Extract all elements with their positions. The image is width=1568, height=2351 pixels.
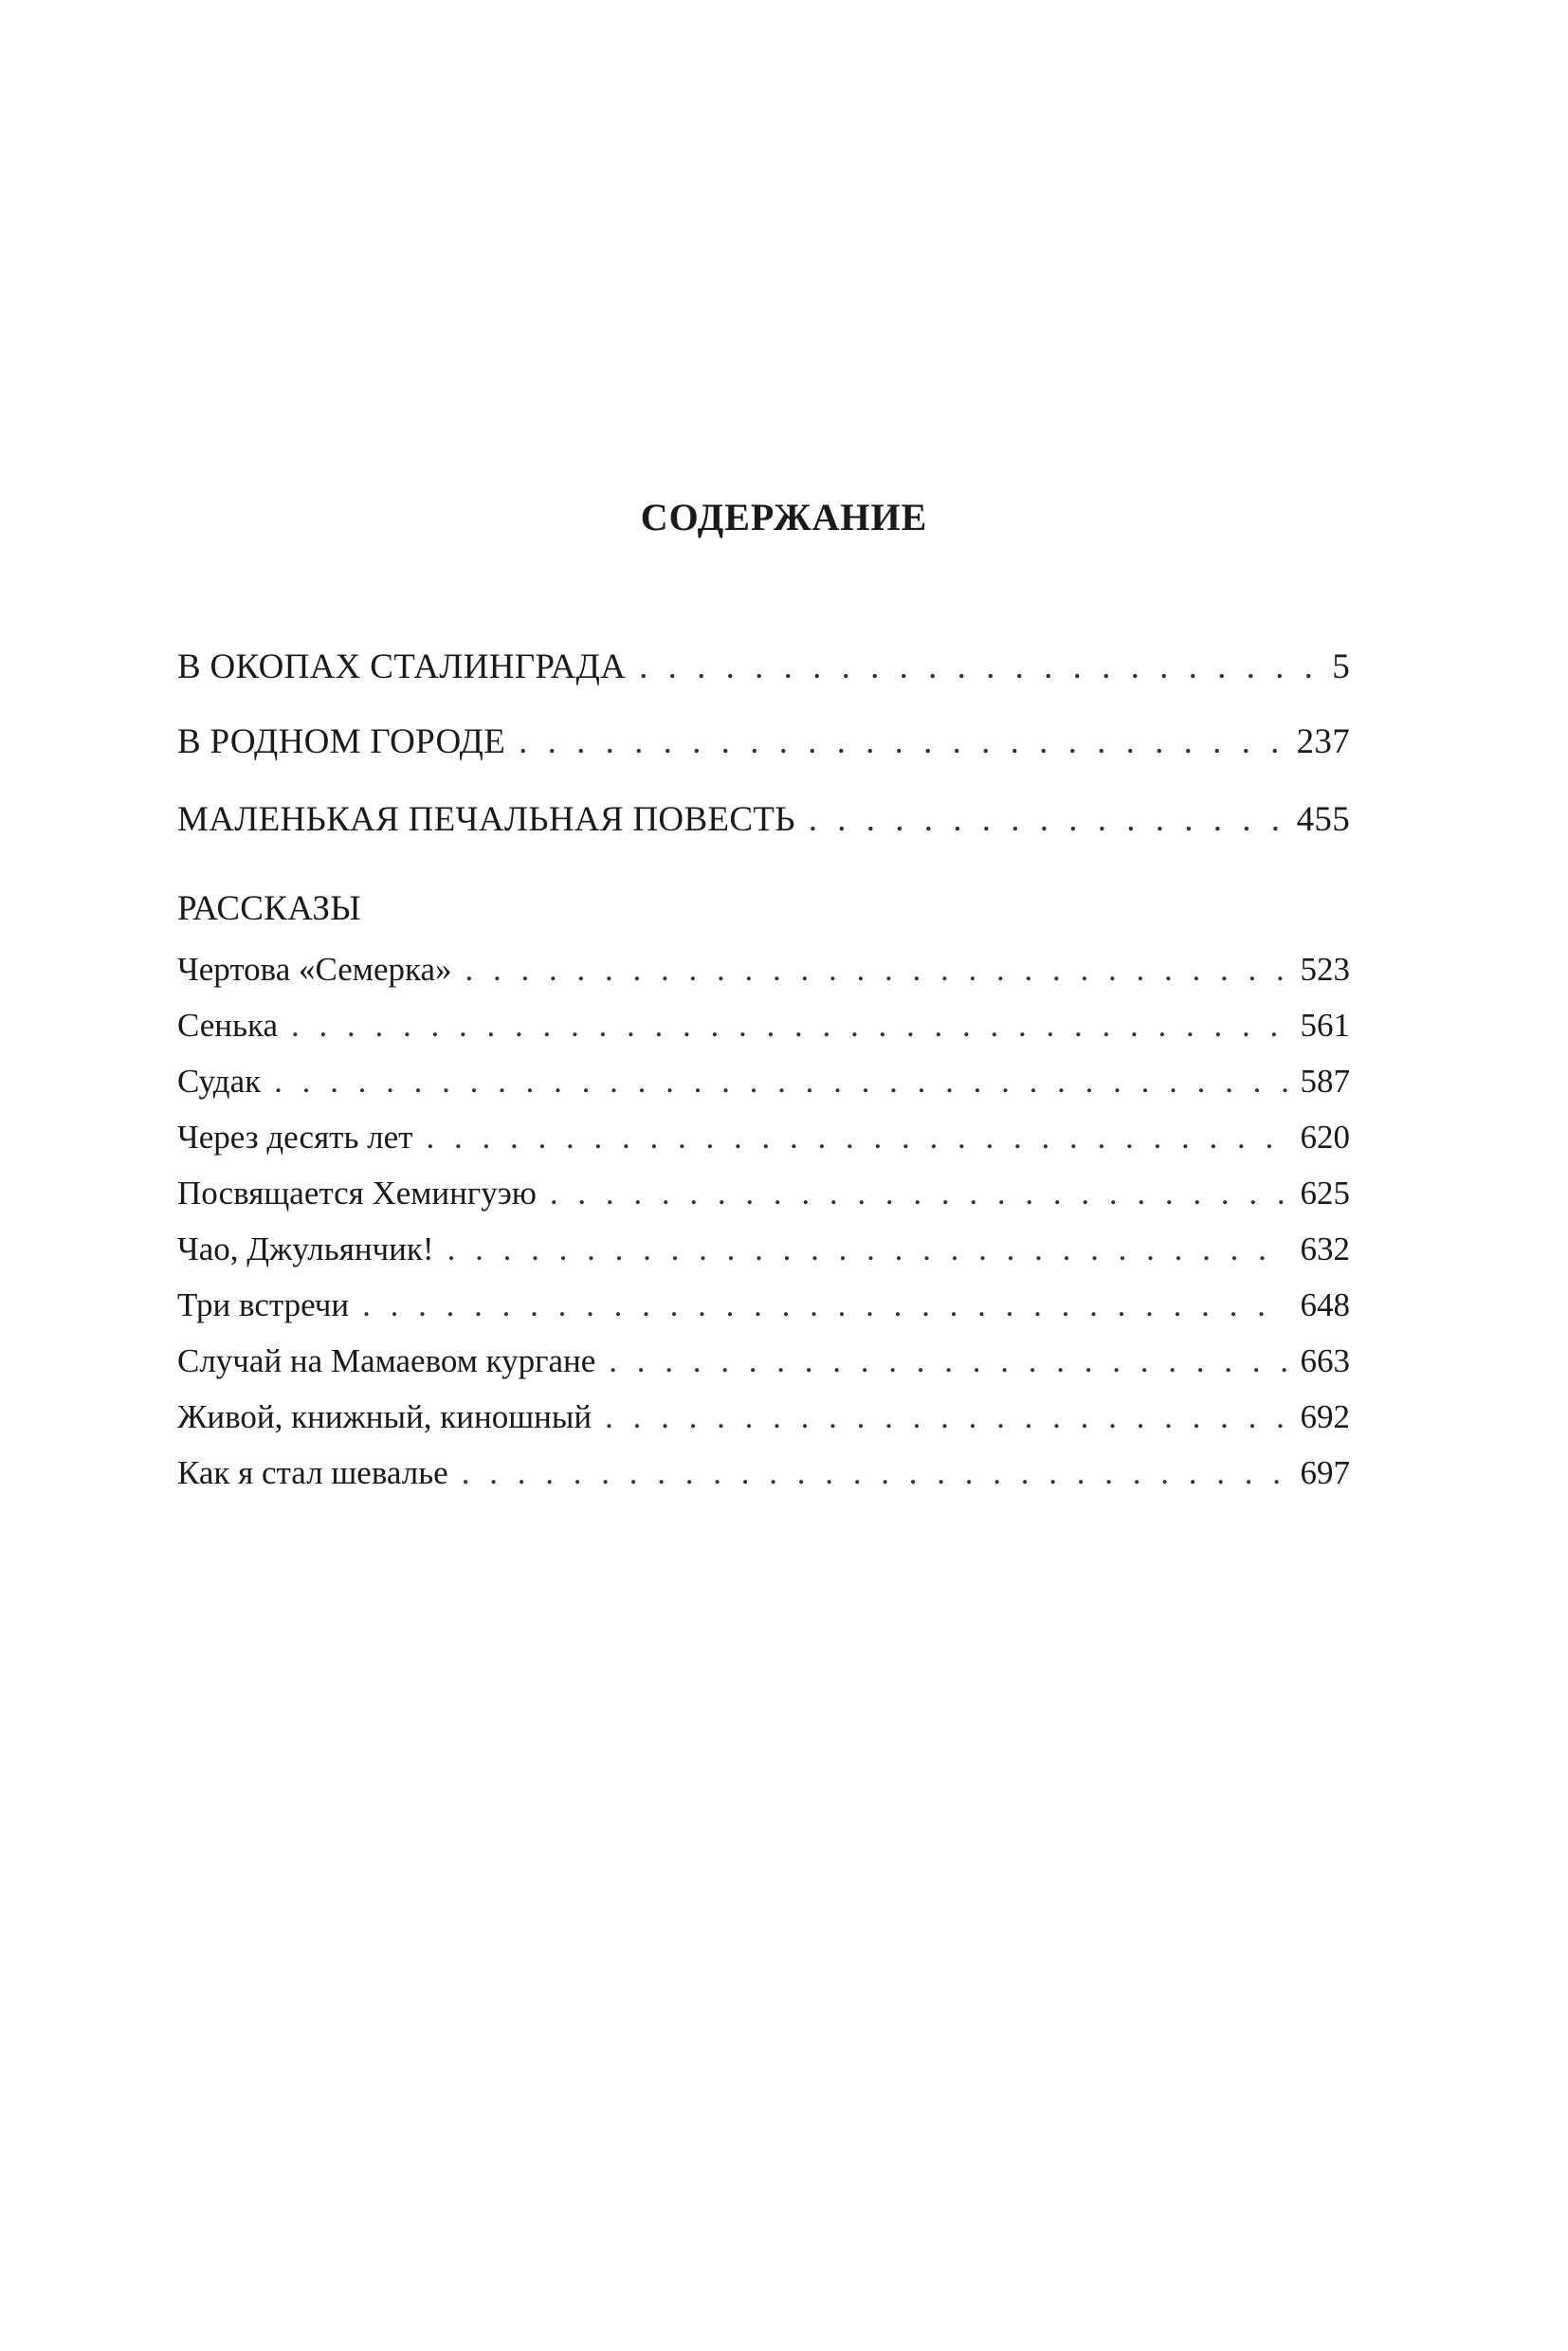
toc-entry-page: 692 bbox=[1300, 1398, 1350, 1435]
toc-entry-page: 632 bbox=[1300, 1230, 1350, 1267]
toc-entry-page: 697 bbox=[1300, 1454, 1350, 1491]
toc-entry-page: 237 bbox=[1296, 722, 1350, 761]
toc-entry bbox=[177, 721, 1350, 762]
dot-leader bbox=[609, 1342, 1286, 1380]
toc-entry-label: Живой, книжный, киношный bbox=[177, 1398, 593, 1435]
dot-leader bbox=[274, 1063, 1286, 1101]
toc-entry-page: 523 bbox=[1300, 951, 1350, 988]
dot-leader bbox=[362, 1286, 1286, 1324]
dot-leader bbox=[605, 1398, 1286, 1436]
toc-entry-label: Три встречи bbox=[177, 1286, 350, 1323]
toc-entry bbox=[177, 1175, 1350, 1212]
toc-entry-page: 620 bbox=[1300, 1119, 1350, 1156]
toc-entry-label: В РОДНОМ ГОРОДЕ bbox=[177, 722, 506, 761]
page-title: СОДЕРЖАНИЕ bbox=[640, 496, 928, 538]
toc-entry bbox=[177, 1342, 1350, 1380]
toc-entry-page: 561 bbox=[1300, 1007, 1350, 1044]
dot-leader bbox=[447, 1230, 1287, 1268]
dot-leader bbox=[291, 1007, 1286, 1045]
toc-entry bbox=[177, 1230, 1350, 1268]
toc-entry-label: Судак bbox=[177, 1063, 262, 1100]
dot-leader bbox=[550, 1175, 1287, 1212]
toc-entry bbox=[177, 1454, 1350, 1492]
dot-leader bbox=[809, 799, 1284, 840]
toc-entry-label: МАЛЕНЬКАЯ ПЕЧАЛЬНАЯ ПОВЕСТЬ bbox=[177, 800, 795, 839]
dot-leader bbox=[639, 647, 1319, 687]
toc-entry-page: 648 bbox=[1300, 1286, 1350, 1323]
toc-entry-label: В ОКОПАХ СТАЛИНГРАДА bbox=[177, 647, 627, 686]
toc-entry-label: Чертова «Семерка» bbox=[177, 951, 452, 988]
toc-entry bbox=[177, 1286, 1350, 1324]
toc-entry-label: Через десять лет bbox=[177, 1119, 413, 1156]
section-heading: РАССКАЗЫ bbox=[177, 889, 361, 928]
toc-entry bbox=[177, 1007, 1350, 1045]
toc-entry bbox=[177, 951, 1350, 989]
toc-entry-page: 587 bbox=[1300, 1063, 1350, 1100]
toc-entry-label: Как я стал шевалье bbox=[177, 1454, 448, 1491]
toc-entry-label: Сенька bbox=[177, 1007, 279, 1044]
toc-entry-label: Чао, Джульянчик! bbox=[177, 1230, 434, 1267]
dot-leader bbox=[465, 951, 1287, 989]
dot-leader bbox=[462, 1454, 1287, 1492]
toc-entry bbox=[177, 647, 1350, 687]
toc-entry bbox=[177, 1063, 1350, 1101]
toc-entry bbox=[177, 799, 1350, 840]
toc-entry bbox=[177, 1398, 1350, 1436]
toc-entry-page: 663 bbox=[1300, 1342, 1350, 1379]
toc-entry-label: Случай на Мамаевом кургане bbox=[177, 1342, 596, 1379]
toc-entry-page: 455 bbox=[1296, 800, 1350, 839]
dot-leader bbox=[426, 1119, 1286, 1157]
toc-entry-page: 625 bbox=[1300, 1175, 1350, 1212]
toc-entry-page: 5 bbox=[1332, 647, 1350, 686]
toc-entry bbox=[177, 1119, 1350, 1157]
dot-leader bbox=[519, 721, 1283, 762]
toc-entry-label: Посвящается Хемингуэю bbox=[177, 1175, 537, 1212]
